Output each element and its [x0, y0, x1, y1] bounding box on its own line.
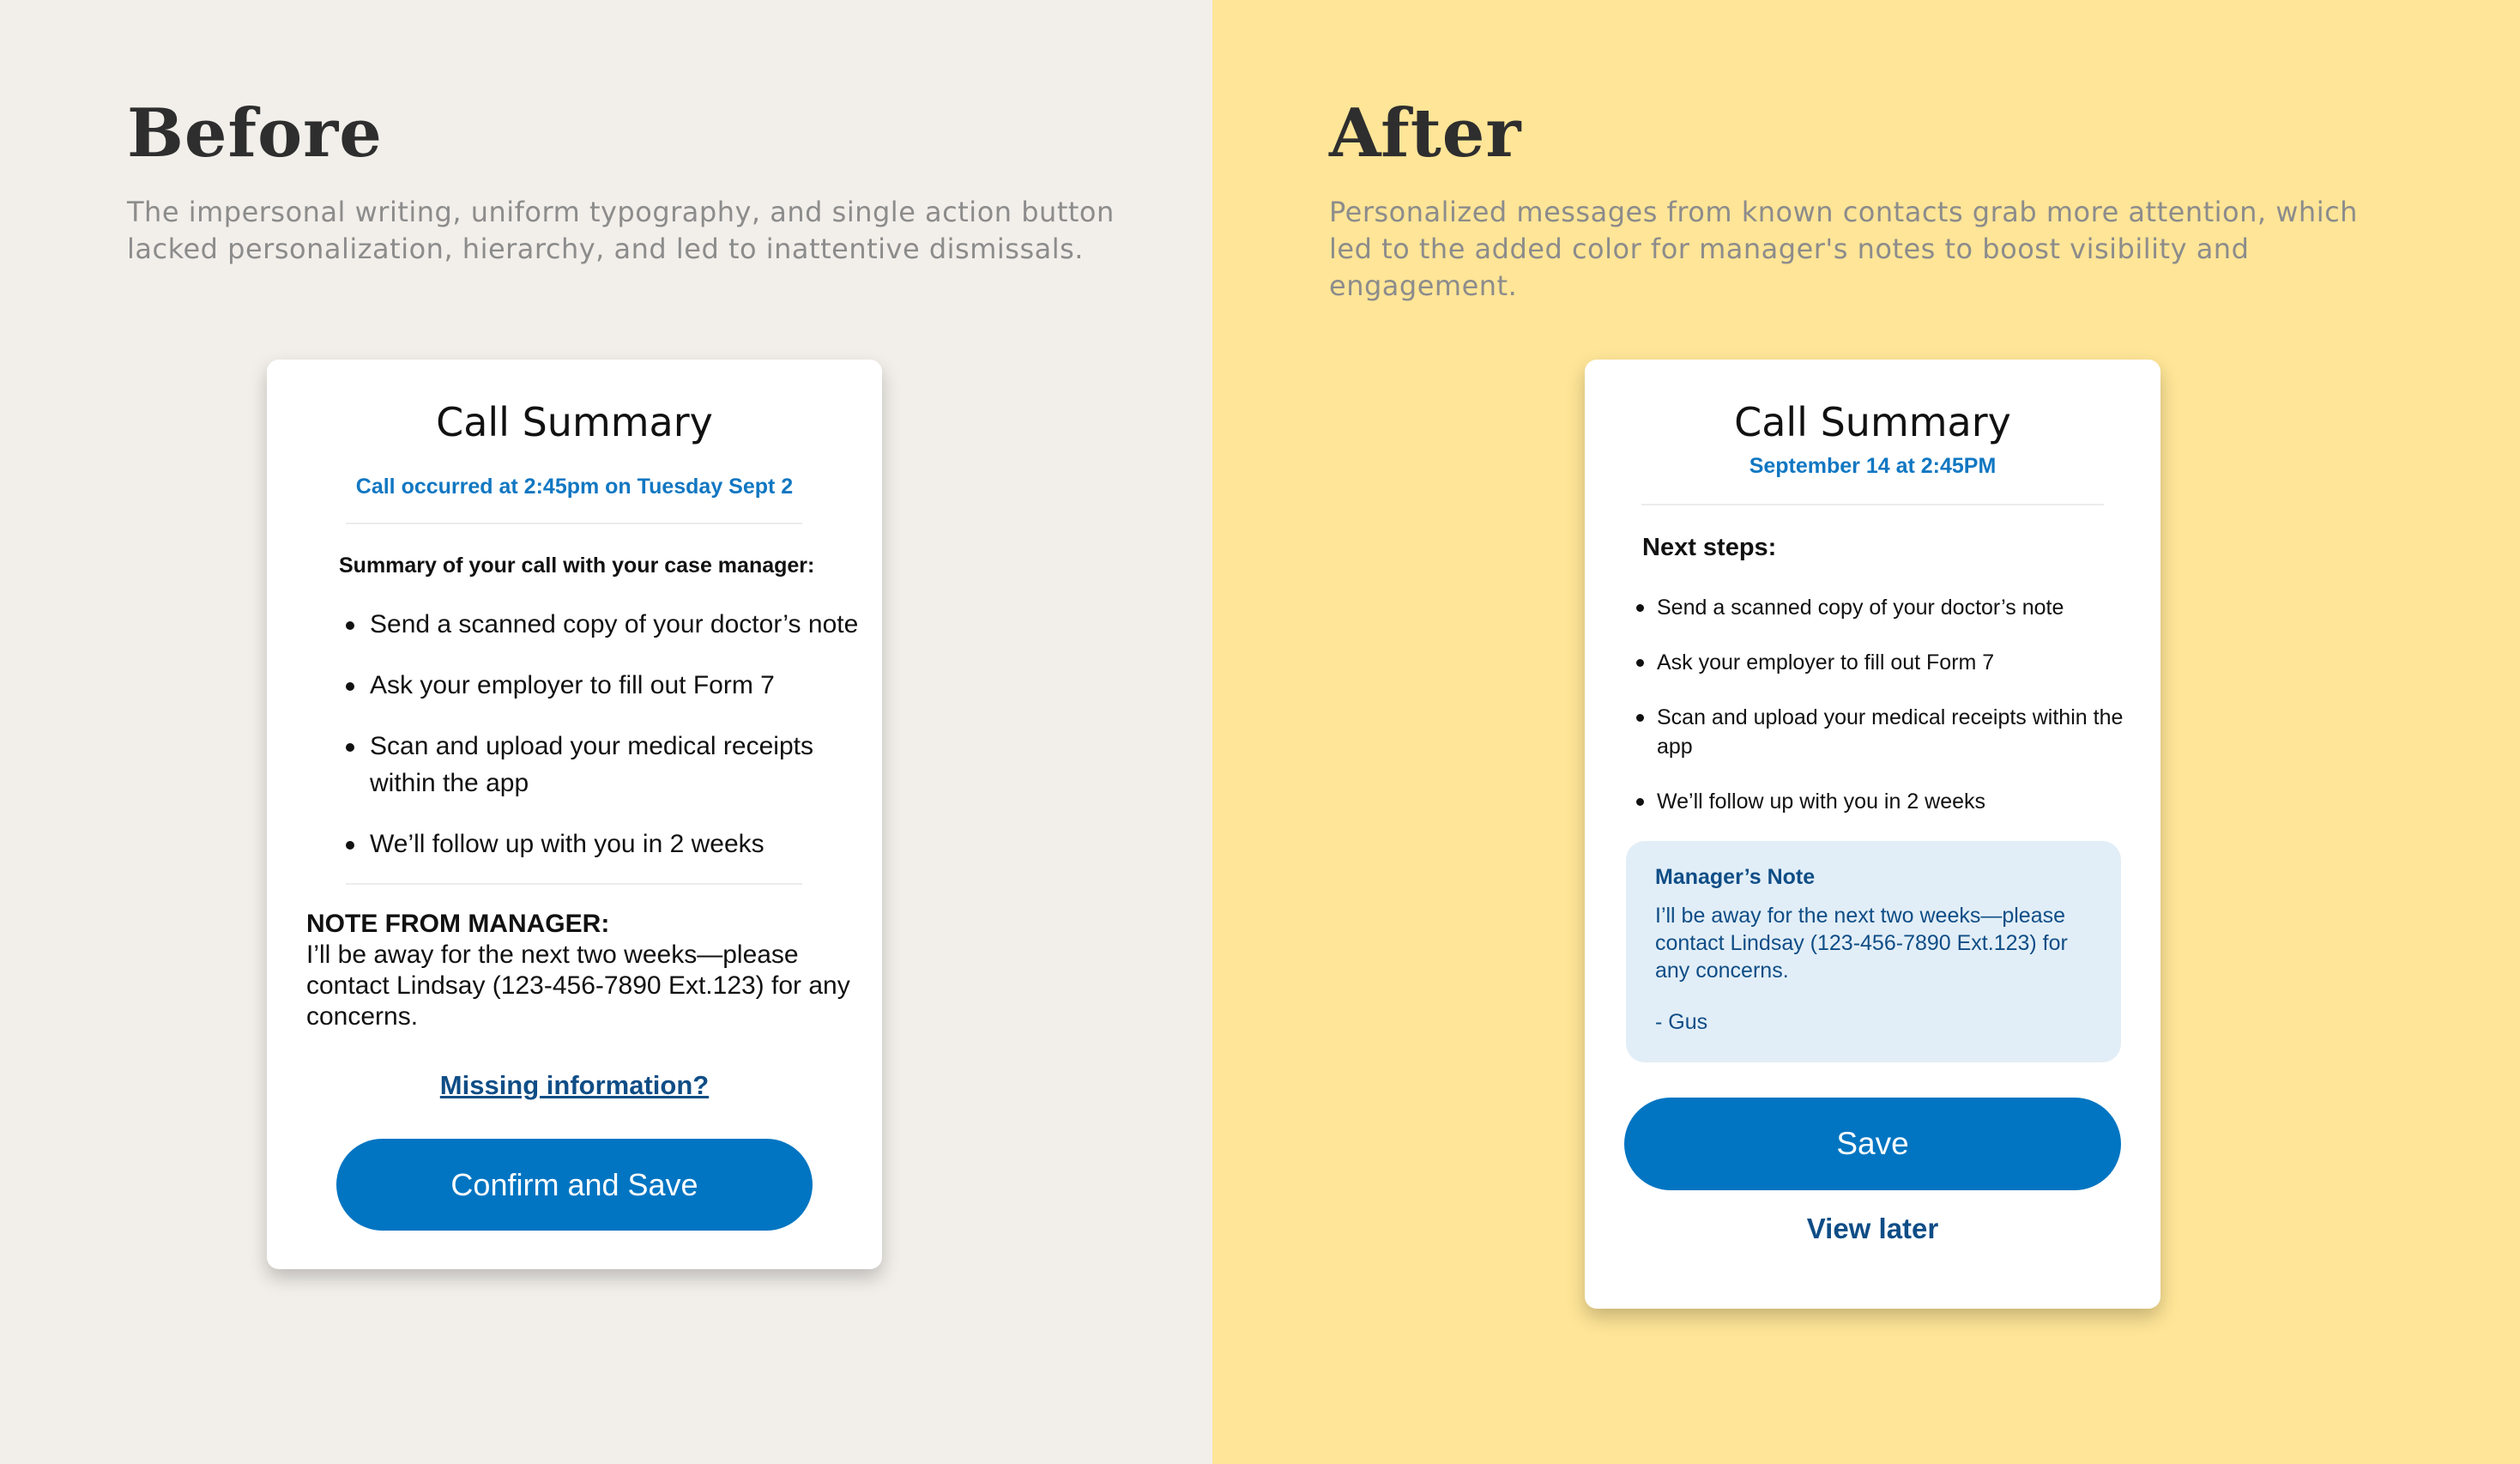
after-panel	[1212, 0, 2520, 1464]
manager-note-body: I’ll be away for the next two weeks—please contact Lindsay (123-456-7890 Ext.123) for any concerns.	[1655, 904, 2068, 983]
divider	[346, 883, 802, 885]
summary-label: Summary of your call with your case manager:	[339, 554, 815, 578]
call-date-subtitle: September 14 at 2:45PM	[1749, 454, 1997, 478]
save-button[interactable]: Save	[1624, 1098, 2121, 1190]
before-call-summary-card	[267, 360, 882, 1269]
next-steps-list	[1635, 593, 2141, 842]
confirm-and-save-button[interactable]: Confirm and Save	[336, 1139, 813, 1231]
after-description: Personalized messages from known contacts grab more attention, which led to the added color for manager's notes to boost visibility and engagement.	[1329, 196, 2358, 302]
after-call-summary-card	[1585, 360, 2160, 1309]
divider	[346, 523, 802, 524]
list-item: Send a scanned copy of your doctor’s note	[1635, 593, 2141, 622]
manager-note-box	[1626, 841, 2121, 1062]
manager-note-title: Manager’s Note	[1655, 865, 1816, 889]
after-heading: After	[1329, 94, 1522, 172]
list-item: Send a scanned copy of your doctor’s note	[344, 606, 859, 643]
manager-note-heading: NOTE FROM MANAGER:	[306, 910, 610, 938]
before-panel	[0, 0, 1212, 1464]
card-title: Call Summary	[436, 399, 713, 445]
summary-list	[344, 606, 859, 886]
list-item: Ask your employer to fill out Form 7	[344, 667, 859, 704]
card-title: Call Summary	[1734, 399, 2011, 445]
list-item: We’ll follow up with you in 2 weeks	[1635, 787, 2141, 816]
before-description: The impersonal writing, uniform typography, and single action button lacked personalization, hierarchy, and led to inattentive dismissals.	[127, 196, 1115, 265]
before-heading: Before	[127, 94, 383, 172]
list-item: Scan and upload your medical receipts within the app	[344, 728, 859, 802]
list-item: We’ll follow up with you in 2 weeks	[344, 826, 859, 862]
list-item: Scan and upload your medical receipts within the app	[1635, 703, 2141, 761]
next-steps-label: Next steps:	[1642, 534, 1777, 561]
call-time-subtitle: Call occurred at 2:45pm on Tuesday Sept 2	[355, 475, 794, 499]
manager-note-body: I’ll be away for the next two weeks—please contact Lindsay (123-456-7890 Ext.123) for any concerns.	[306, 941, 850, 1031]
missing-information-link[interactable]: Missing information?	[439, 1070, 710, 1100]
manager-note-signature: - Gus	[1655, 1010, 1708, 1034]
view-later-link[interactable]: View later	[1806, 1213, 1939, 1244]
divider	[1641, 504, 2104, 505]
list-item: Ask your employer to fill out Form 7	[1635, 648, 2141, 677]
manager-note	[306, 909, 855, 1032]
